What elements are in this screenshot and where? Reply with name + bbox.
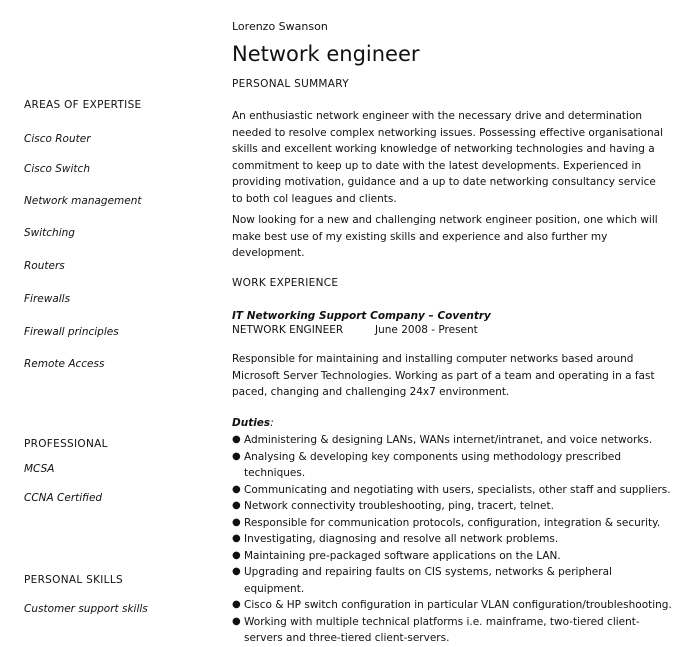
bullet-icon: ●	[232, 516, 241, 528]
duty-text: Upgrading and repairing faults on CIS systems, networks & peripheral equipment.	[244, 566, 612, 595]
job-title: Network engineer	[232, 42, 420, 66]
bullet-icon: ●	[232, 533, 241, 544]
duty-item	[232, 548, 672, 565]
duties-colon: :	[270, 417, 274, 429]
duty-item	[232, 498, 672, 515]
duty-item	[232, 432, 672, 449]
summary-heading: PERSONAL SUMMARY	[232, 78, 349, 90]
professional-item: MCSA	[24, 463, 55, 475]
skills-heading: PERSONAL SKILLS	[24, 574, 123, 586]
role-line	[232, 324, 478, 336]
candidate-name: Lorenzo Swanson	[232, 20, 328, 33]
bullet-icon: ●	[232, 483, 241, 495]
duty-text: Responsible for communication protocols, configuration, integration & security.	[244, 516, 661, 529]
duty-item	[232, 449, 672, 482]
duty-item	[232, 515, 672, 532]
duty-item	[232, 597, 672, 614]
duty-text: Working with multiple technical platforms i.e. mainframe, two-tiered client-servers and three-tiered client-servers.	[244, 615, 640, 644]
bullet-icon: ●	[232, 615, 241, 627]
bullet-icon: ●	[232, 500, 241, 511]
professional-item: CCNA Certified	[24, 492, 103, 504]
bullet-icon: ●	[232, 450, 241, 462]
role-title: NETWORK ENGINEER	[232, 324, 344, 336]
expertise-item: Cisco Router	[24, 133, 91, 145]
expertise-item: Firewall principles	[24, 326, 119, 338]
expertise-item: Network management	[24, 195, 142, 207]
duty-item	[232, 531, 672, 548]
duties-list	[232, 432, 672, 647]
duty-item	[232, 482, 672, 499]
duty-item	[232, 564, 672, 597]
bullet-icon: ●	[232, 549, 241, 561]
expertise-item: Routers	[24, 260, 65, 272]
role-description: Responsible for maintaining and installing computer networks based around Microsoft Server Technologies. Working as part of a team and operating in a fast paced, changing and challenging 24x7 environment.	[232, 353, 655, 398]
duty-item	[232, 614, 672, 647]
bullet-icon: ●	[232, 599, 241, 610]
bullet-icon: ●	[232, 434, 241, 445]
duty-text: Network connectivity troubleshooting, ping, tracert, telnet.	[244, 500, 554, 512]
expertise-item: Cisco Switch	[24, 163, 90, 175]
experience-heading: WORK EXPERIENCE	[232, 277, 339, 289]
duty-text: Maintaining pre-packaged software applications on the LAN.	[244, 549, 561, 562]
duty-text: Investigating, diagnosing and resolve all network problems.	[244, 533, 559, 545]
duty-text: Analysing & developing key components using methodology prescribed techniques.	[244, 450, 621, 479]
duties-label: Duties	[232, 417, 271, 429]
role-dates: June 2008 - Present	[375, 324, 478, 336]
professional-heading: PROFESSIONAL	[24, 438, 108, 450]
duties-heading	[232, 417, 274, 429]
bullet-icon: ●	[232, 566, 241, 577]
duty-text: Administering & designing LANs, WANs internet/intranet, and voice networks.	[244, 434, 653, 446]
skills-item: Customer support skills	[24, 603, 148, 615]
company-name: IT Networking Support Company – Coventry	[232, 310, 491, 322]
expertise-item: Switching	[24, 227, 75, 239]
expertise-item: Remote Access	[24, 358, 105, 370]
expertise-item: Firewalls	[24, 293, 71, 305]
duty-text: Communicating and negotiating with users, specialists, other staff and suppliers.	[244, 483, 671, 496]
duty-text: Cisco & HP switch configuration in particular VLAN configuration/troubleshooting.	[244, 599, 672, 611]
summary-paragraph-1: An enthusiastic network engineer with the necessary drive and determination needed to resolve complex networking issues. Possessing effective organisational skills and excellent working knowledge of networking technologies and having a commitment to keep up to date with the latest developments. Experienced in providing motivation, guidance and a up to date networking consultancy service to both col leagues and clients.	[232, 110, 663, 205]
summary-paragraph-2: Now looking for a new and challenging network engineer position, one which will make best use of my existing skills and experience and also further my development.	[232, 214, 658, 259]
expertise-heading: AREAS OF EXPERTISE	[24, 99, 142, 111]
